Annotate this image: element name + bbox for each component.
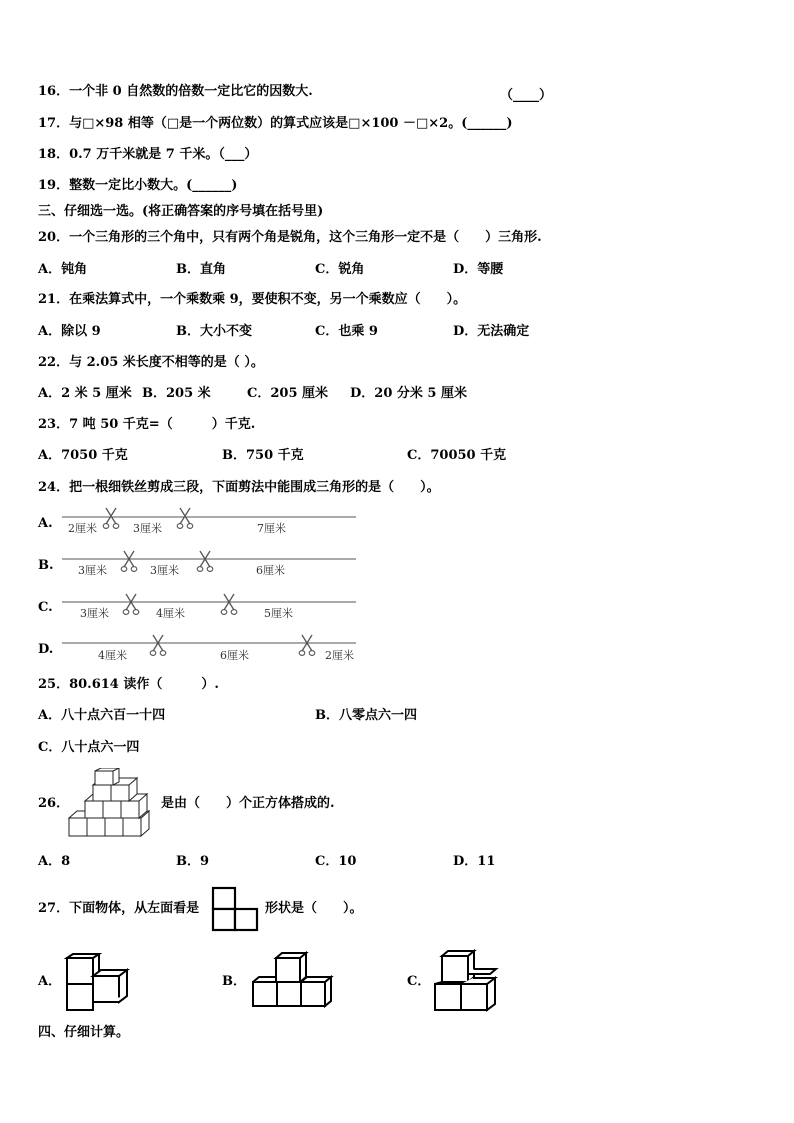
q27-option-a-figure [64,953,134,1013]
q22-option-b[interactable]: B．205 米 [142,386,211,401]
segment-label: 4厘米 [98,649,127,662]
scissors-icon [121,551,137,571]
scissors-icon [103,508,119,528]
q21-option-b[interactable]: B．大小不变 [176,324,252,339]
q27-prefix: 27．下面物体，从左面看是 [38,901,200,916]
segment-label: 2厘米 [68,522,97,535]
q26-option-d[interactable]: D．11 [453,854,496,869]
scissors-icon [197,551,213,571]
scissors-icon [123,594,139,614]
q24-option-c[interactable]: C. [38,600,53,615]
q27-left-view-shape [211,886,259,932]
q27-option-a[interactable]: A． [38,974,62,989]
q22-option-c[interactable]: C．205 厘米 [247,386,329,401]
q16-blank[interactable]: （____） [500,88,553,103]
q19-text: 19．整数一定比小数大。(______) [38,178,238,193]
q23-option-b[interactable]: B．750 千克 [222,448,304,463]
segment-label: 6厘米 [220,649,249,662]
q18-text: 18．0.7 万千米就是 7 千米。（___） [38,147,258,162]
q22-text: 22．与 2.05 米长度不相等的是（ ）。 [38,355,264,370]
q22-option-d[interactable]: D．20 分米 5 厘米 [350,386,467,401]
q24-figure [0,505,794,665]
q25-option-b[interactable]: B．八零点六一四 [315,708,417,723]
q26-prefix: 26． [38,796,70,811]
q20-option-c[interactable]: C．锐角 [315,262,365,277]
section4-heading: 四、仔细计算。 [38,1025,130,1040]
q26-cube-stack-figure [65,768,155,838]
q24-option-a[interactable]: A. [38,516,53,531]
segment-label: 3厘米 [80,607,109,620]
q24-text: 24．把一根细铁丝剪成三段，下面剪法中能围成三角形的是（ ）。 [38,480,440,495]
q20-text: 20．一个三角形的三个角中，只有两个角是锐角，这个三角形一定不是（ ）三角形. [38,230,542,245]
scissors-icon [221,594,237,614]
q20-option-d[interactable]: D．等腰 [453,262,504,277]
section3-heading: 三、仔细选一选。(将正确答案的序号填在括号里) [38,204,324,219]
q20-option-a[interactable]: A．钝角 [38,262,88,277]
q20-option-b[interactable]: B．直角 [176,262,226,277]
segment-label: 3厘米 [133,522,162,535]
q27-suffix: 形状是（ ）。 [265,901,363,916]
q23-option-c[interactable]: C．70050 千克 [407,448,507,463]
segment-label: 6厘米 [256,564,285,577]
segment-label: 5厘米 [264,607,293,620]
q21-option-a[interactable]: A．除以 9 [38,324,101,339]
segment-label: 3厘米 [150,564,179,577]
q26-option-a[interactable]: A．8 [38,854,71,869]
q27-option-c-figure [432,948,502,1014]
q21-text: 21．在乘法算式中，一个乘数乘 9，要使积不变，另一个乘数应（ ）。 [38,292,467,307]
q21-option-d[interactable]: D．无法确定 [453,324,530,339]
q27-option-b-figure [250,950,334,1010]
segment-label: 2厘米 [325,649,354,662]
scissors-icon [150,635,166,655]
q25-text: 25．80.614 读作（ ）. [38,677,219,692]
q16-text: 16．一个非 0 自然数的倍数一定比它的因数大. [38,84,313,99]
q25-option-a[interactable]: A．八十点六百一十四 [38,708,166,723]
q21-option-c[interactable]: C．也乘 9 [315,324,378,339]
q24-option-b[interactable]: B. [38,558,54,573]
segment-label: 3厘米 [78,564,107,577]
segment-label: 4厘米 [156,607,185,620]
q27-option-b[interactable]: B． [222,974,246,989]
q22-option-a[interactable]: A．2 米 5 厘米 [38,386,132,401]
q23-option-a[interactable]: A．7050 千克 [38,448,128,463]
q27-option-c[interactable]: C． [407,974,431,989]
scissors-icon [177,508,193,528]
q26-text: 是由（ ）个正方体搭成的. [161,796,335,811]
q23-text: 23．7 吨 50 千克=（ ）千克. [38,417,256,432]
segment-label: 7厘米 [257,522,286,535]
q24-option-d[interactable]: D. [38,642,54,657]
q26-option-c[interactable]: C．10 [315,854,357,869]
scissors-icon [299,635,315,655]
q26-option-b[interactable]: B．9 [176,854,210,869]
q25-option-c[interactable]: C．八十点六一四 [38,740,140,755]
q17-text: 17．与□×98 相等（□是一个两位数）的算式应该是□×100 －□×2。(______) [38,116,513,131]
